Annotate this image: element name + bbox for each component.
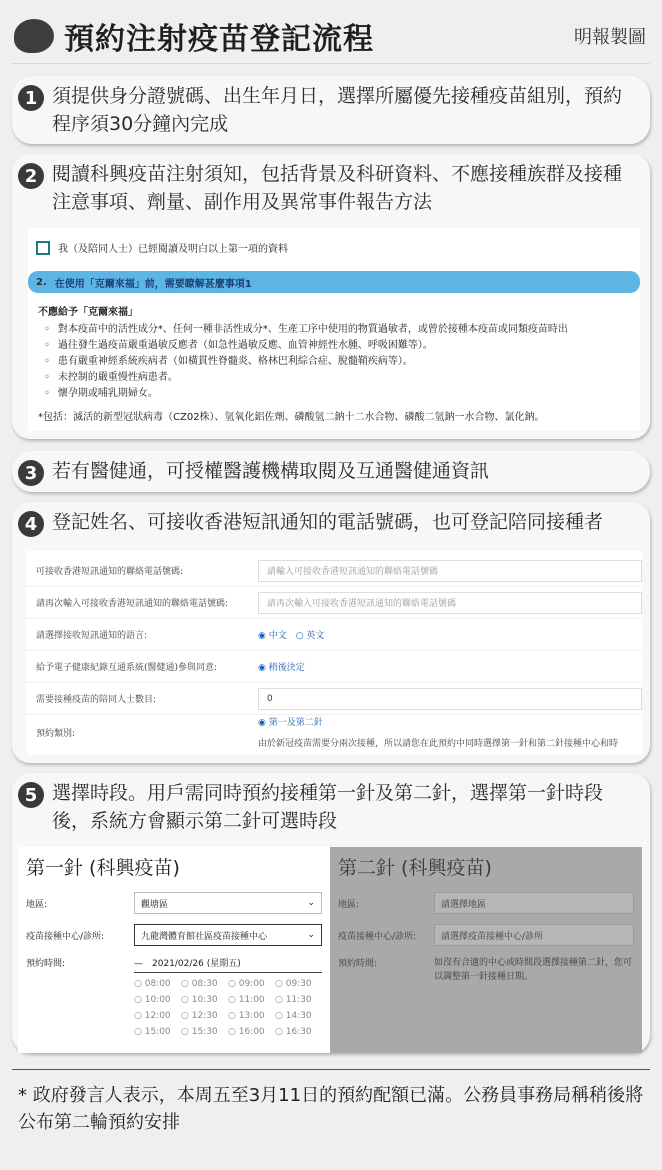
centre-value: 九龍灣體育館社區疫苗接種中心	[141, 931, 268, 942]
centre-label: 疫苗接種中心/診所:	[26, 931, 105, 942]
header-bullet-icon	[14, 19, 54, 53]
first-dose-panel	[18, 847, 330, 1053]
second-dose-title: 第二針 (科興疫苗)	[338, 857, 492, 879]
vaccine-notice-panel	[28, 228, 640, 431]
step-3	[12, 451, 650, 492]
chevron-down-icon: ⌄	[307, 898, 315, 908]
time-slot[interactable]: ○ 08:30	[181, 979, 218, 989]
footer-note: * 政府發言人表示，本周五至3月11日的預約配額已滿。公務員事務局稱稍後將公布第二輪預約安排	[18, 1085, 644, 1133]
step-number: 3	[18, 460, 44, 486]
acknowledge-label: 我（及陪同人士）已經閱讀及明白以上第一項的資料	[58, 244, 288, 255]
companions-input[interactable]: 0	[258, 688, 642, 710]
time-slot[interactable]: ○ 11:30	[275, 995, 312, 1005]
form-row-phone-confirm	[26, 587, 642, 619]
step-4	[18, 508, 642, 541]
list-item: ◦ 患有嚴重神經系統疾病者（如橫貫性脊髓炎、格林巴利綜合症、脫髓鞘疾病等）。	[44, 354, 630, 370]
time-slot[interactable]: ○ 09:30	[275, 979, 312, 989]
time-slot[interactable]: ○ 16:30	[275, 1027, 312, 1037]
district-select[interactable]	[434, 892, 634, 914]
acknowledge-checkbox[interactable]	[36, 241, 50, 255]
centre-value: 請選擇疫苗接種中心/診所	[441, 931, 544, 942]
time-slot[interactable]: ○ 16:00	[228, 1027, 265, 1037]
ingredients-footnote: *包括：滅活的新型冠狀病毒（CZ02株）、氫氧化鋁佐劑、磷酸氫二鈉十二水合物、磷酸二氫鈉一水合物、氯化鈉。	[38, 412, 545, 423]
list-item: ◦ 過往發生過疫苗嚴重過敏反應者（如急性過敏反應、血管神經性水腫、呼吸困難等）。	[44, 338, 630, 354]
district-value: 請選擇地區	[441, 899, 487, 910]
district-label: 地區:	[26, 899, 48, 910]
time-slot[interactable]: ○ 11:00	[228, 995, 265, 1005]
step-number: 1	[18, 85, 44, 111]
step-1	[12, 76, 650, 144]
section-title: 在使用「克爾來福」前，需要瞭解甚麼事項1	[54, 278, 252, 290]
centre-row	[26, 924, 322, 946]
district-select[interactable]	[134, 892, 322, 914]
form-row-category	[26, 715, 642, 749]
phone-confirm-label: 請再次輸入可接收香港短訊通知的聯絡電話號碼:	[36, 599, 229, 609]
section-bar[interactable]	[28, 271, 640, 293]
list-item: ◦ 懷孕期或哺乳期婦女。	[44, 386, 630, 402]
time-slot[interactable]: ○ 15:30	[181, 1027, 218, 1037]
time-slot[interactable]: ○ 14:30	[275, 1011, 312, 1021]
step-2	[18, 160, 642, 220]
header	[12, 8, 650, 64]
time-slots	[134, 979, 322, 1037]
district-row	[338, 892, 634, 914]
phone-label: 可接收香港短訊通知的聯絡電話號碼:	[36, 567, 184, 577]
date-toggle[interactable]: — 2021/02/26 (星期五)	[134, 956, 322, 973]
acknowledge-row[interactable]	[28, 234, 640, 261]
credit: 明報製圖	[574, 26, 646, 48]
time-slot[interactable]: ○ 12:30	[181, 1011, 218, 1021]
district-label: 地區:	[338, 899, 360, 910]
step-5	[18, 779, 642, 839]
companions-label: 需要接種疫苗的陪同人士數目:	[36, 695, 157, 705]
time-row	[338, 956, 634, 984]
time-slot[interactable]: ○ 08:00	[134, 979, 171, 989]
step-text: 登記姓名、可接收香港短訊通知的電話號碼，也可登記陪同接種者	[52, 511, 604, 533]
step-text: 須提供身分證號碼、出生年月日，選擇所屬優先接種疫苗組別，預約程序須30分鐘內完成	[52, 85, 623, 135]
category-note: 由於新冠疫苗需要分兩次接種，所以請您在此預約中同時選擇第一針和第二針接種中心和時	[258, 739, 619, 749]
centre-select[interactable]	[434, 924, 634, 946]
step-number: 4	[18, 511, 44, 537]
page-title: 預約注射疫苗登記流程	[64, 21, 374, 57]
step-text: 閱讀科興疫苗注射須知，包括背景及科研資料、不應接種族群及接種注意事項、劑量、副作用及異常事件報告方法	[52, 163, 623, 213]
time-slot[interactable]: ○ 13:00	[228, 1011, 265, 1021]
step-number: 2	[18, 163, 44, 189]
list-item: ◦ 未控制的嚴重慢性病患者。	[44, 370, 630, 386]
phone-input[interactable]: 請輸入可接收香港短訊通知的聯絡電話號碼	[258, 560, 642, 582]
step-2-card	[12, 154, 650, 439]
phone-confirm-input[interactable]: 請再次輸入可接收香港短訊通知的聯絡電話號碼	[258, 592, 642, 614]
step-5-card	[12, 773, 650, 1053]
contraindication-list	[28, 322, 640, 402]
sub-heading: 不應給予「克爾來福」	[38, 307, 138, 318]
ehealth-label: 給予電子健康紀錄互通系統(醫健通)參與同意:	[36, 663, 218, 673]
second-dose-panel	[330, 847, 642, 1053]
time-label: 預約時間:	[26, 959, 66, 969]
centre-select[interactable]	[134, 924, 322, 946]
registration-form	[26, 551, 642, 755]
time-note: 如沒有合適的中心或時間段選擇接種第二針，您可以調整第一針接種日期。	[434, 958, 633, 982]
step-text: 若有醫健通，可授權醫護機構取閱及互通醫健通資訊	[52, 460, 490, 482]
ehealth-radio[interactable]: ◉ 稍後決定	[258, 663, 305, 673]
dose-selection	[18, 847, 642, 1053]
time-picker	[134, 956, 322, 1037]
centre-row	[338, 924, 634, 946]
section-index: 2.	[36, 276, 47, 288]
time-slot[interactable]: ○ 12:00	[134, 1011, 171, 1021]
list-item: ◦ 對本疫苗中的活性成分*、任何一種非活性成分*、生產工序中使用的物質過敏者，或曾於接種本疫苗或同類疫苗時出	[44, 322, 630, 338]
time-slot[interactable]: ○ 10:00	[134, 995, 171, 1005]
time-label: 預約時間:	[338, 959, 378, 969]
centre-label: 疫苗接種中心/診所:	[338, 931, 417, 942]
form-row-ehealth	[26, 651, 642, 683]
time-slot[interactable]: ○ 15:00	[134, 1027, 171, 1037]
category-radio[interactable]: ◉ 第一及第二針	[258, 718, 323, 728]
language-radio[interactable]: ◉ 中文 ○ 英文	[258, 631, 325, 641]
district-value: 觀塘區	[141, 899, 169, 910]
language-label: 請選擇接收短訊通知的語言:	[36, 631, 148, 641]
first-dose-title: 第一針 (科興疫苗)	[26, 857, 180, 879]
form-row-phone	[26, 555, 642, 587]
step-text: 選擇時段。用戶需同時預約接種第一針及第二針，選擇第一針時段後，系統方會顯示第二針可選時段	[52, 782, 604, 832]
form-row-companions	[26, 683, 642, 715]
category-label: 預約類別:	[36, 728, 76, 739]
time-slot[interactable]: ○ 10:30	[181, 995, 218, 1005]
time-slot[interactable]: ○ 09:00	[228, 979, 265, 989]
form-row-language	[26, 619, 642, 651]
time-row	[26, 956, 322, 1037]
chevron-down-icon: ⌄	[307, 930, 315, 940]
district-row	[26, 892, 322, 914]
step-number: 5	[18, 782, 44, 808]
step-4-card	[12, 502, 650, 763]
